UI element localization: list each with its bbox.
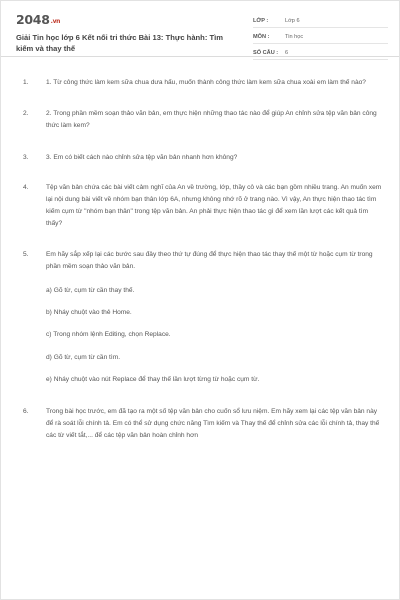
meta-row-lop [253,14,388,28]
question-text: Em hãy sắp xếp lại các bước sau đây theo thứ tự đúng để thực hiện thao tác thay thế một từ hoặc cụm từ trong phần mềm soạn thảo văn bản. [46,250,373,270]
option-item: e) Nháy chuột vào nút Replace để thay thế lần lượt từng từ hoặc cụm từ. [46,375,260,383]
question-number: 6. [23,408,29,416]
option-item: c) Trong nhóm lệnh Editing, chọn Replace. [46,331,171,339]
question-text: 3. Em có biết cách nào chỉnh sửa tệp văn bản nhanh hơn không? [46,153,238,161]
question-text: Trong bài học trước, em đã tạo ra một số tệp văn bản cho cuốn sổ lưu niệm. Em hãy xem lại các tệp văn bản này để rà soát lỗi chính tả. Em có thể sử dụng chức năng Tìm kiếm và Thay thế để chỉnh sửa các lỗi chính tả, thay thế các từ viết tắt,... để các tệp văn bản hoàn chỉnh hơn [46,408,380,440]
meta-row-mon [253,30,388,44]
question-text: 1. Từ công thức làm kem sữa chua dưa hấu, muốn thành công thức làm kem sữa chua xoài em làm thế nào? [46,79,366,86]
meta-value-socau: 6 [285,49,289,56]
question-item [23,249,383,386]
logo-suffix: .vn [50,18,61,25]
meta-value-mon: Tin học [285,33,304,40]
question-item [23,108,383,132]
document-meta [253,14,388,62]
logo-text: 2048 [16,12,50,27]
document-header [1,1,399,57]
question-number: 2. [23,110,29,118]
meta-label-lop: LỚP : [253,17,269,24]
question-list [23,77,383,443]
site-logo[interactable] [16,12,60,27]
question-item [23,152,383,164]
question-number: 3. [23,153,29,161]
option-item: d) Gõ từ, cụm từ cần tìm. [46,353,121,361]
document-title: Giải Tin học lớp 6 Kết nối tri thức Bài 13: Thực hành: Tìm kiếm và thay thế [16,33,223,53]
meta-label-mon: MÔN : [253,33,270,40]
question-item [23,406,383,443]
question-text: Tệp văn bản chứa các bài viết cảm nghĩ của An về trường, lớp, thầy cô và các bạn gồm nhiều trang. An muốn xem lại nội dung bài viết về nhóm bạn thân lớp 6A, nhưng không nhớ rõ ở trang nào. Vì vậy, An thực hiện thao tác tìm kiếm cụm từ "nhóm bạn thân" trong tệp văn bản. An phải thực hiện thao tác gì để xem lần lượt các kết quả tìm thấy? [46,183,382,228]
question-text: 2. Trong phần mềm soạn thảo văn bản, em thực hiện những thao tác nào để giúp An chỉnh sửa tệp văn bản công thức làm kem? [46,110,377,130]
meta-value-lop: Lớp 6 [285,17,300,24]
meta-label-socau: SỐ CÂU : [253,49,279,56]
option-item: b) Nháy chuột vào thẻ Home. [46,309,132,317]
meta-row-socau [253,46,388,60]
question-item [23,77,383,89]
question-number: 5. [23,250,29,258]
question-item [23,182,383,231]
question-number: 1. [23,79,29,86]
option-item: a) Gõ từ, cụm từ cần thay thế. [46,287,135,295]
question-number: 4. [23,183,29,191]
option-list [46,285,383,386]
